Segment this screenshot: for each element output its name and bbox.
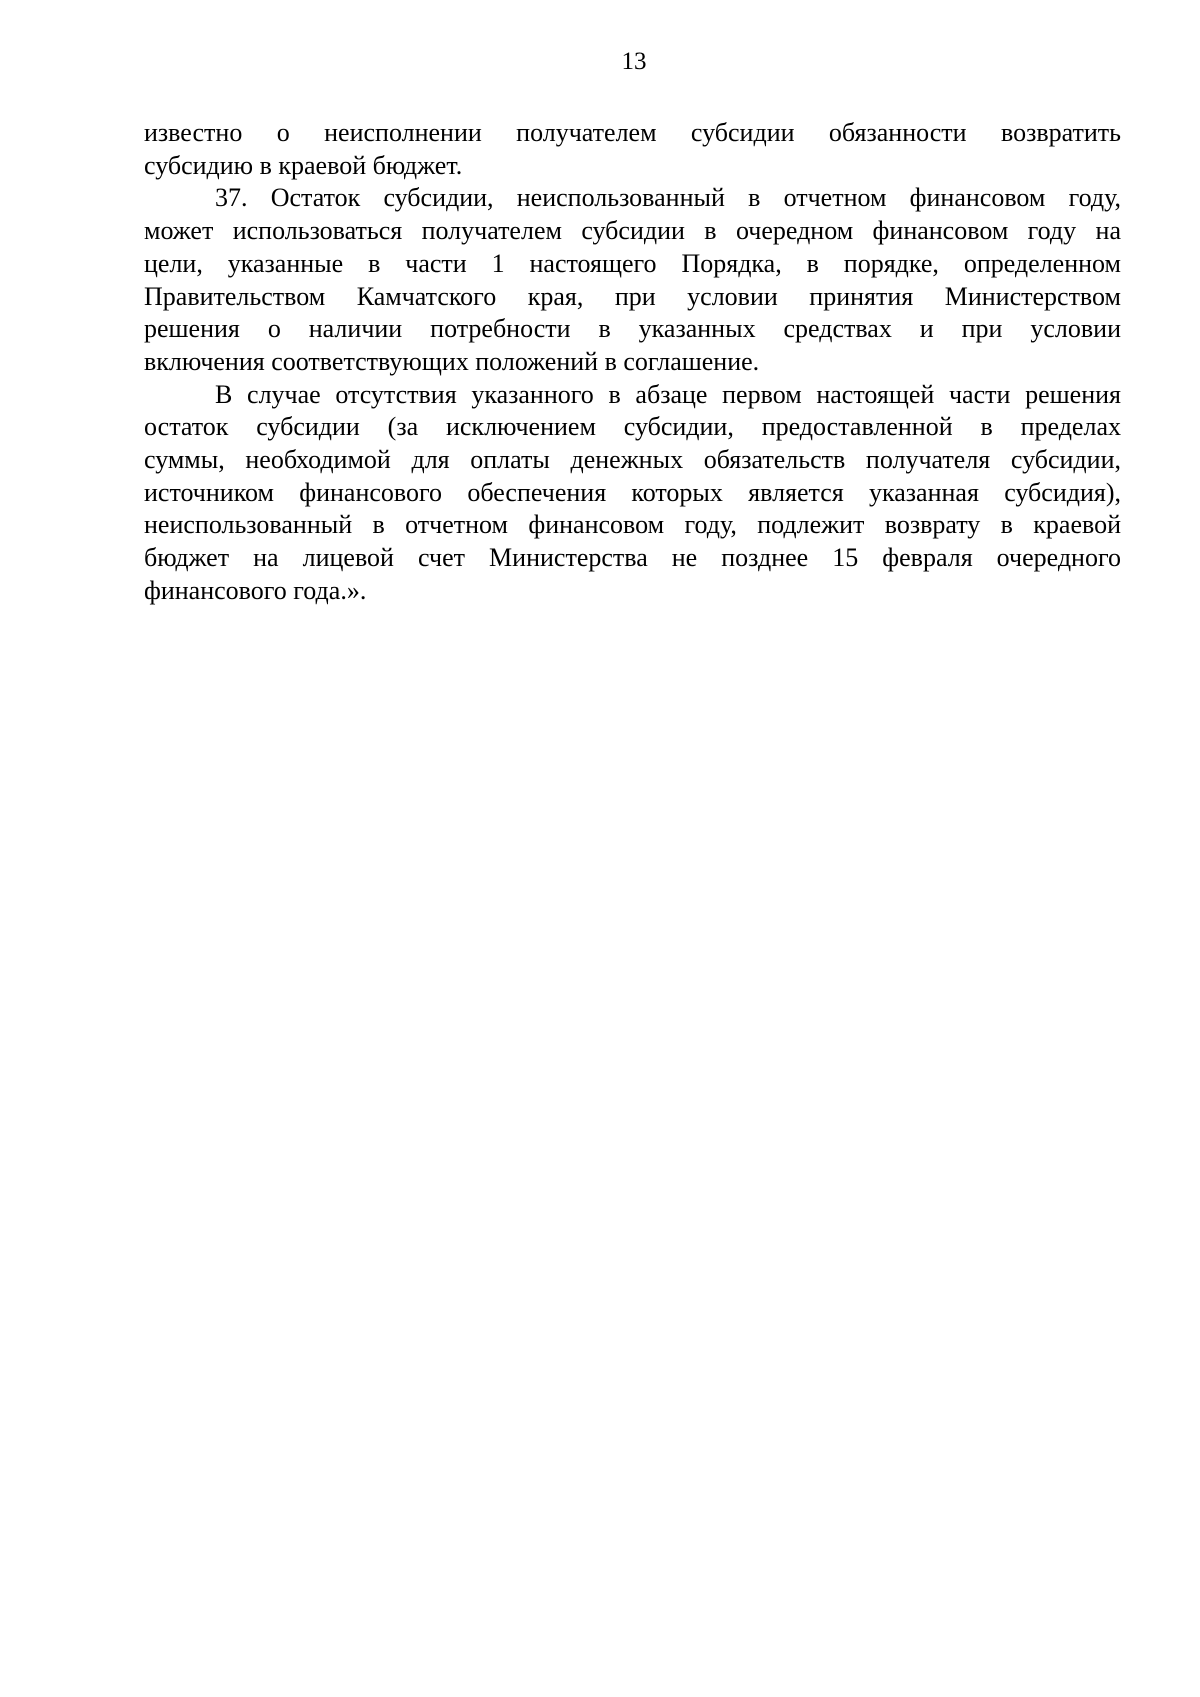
text-line: остаток субсидии (за исключением субсидии, предоставленной в пределах	[144, 412, 1121, 442]
text-line: решения о наличии потребности в указанных средствах и при условии	[144, 314, 1121, 344]
text-line: субсидию в краевой бюджет.	[144, 150, 463, 180]
text-line: известно о неисполнении получателем субсидии обязанности возвратить	[144, 118, 1121, 147]
text-line: финансового года.».	[144, 575, 367, 605]
document-body	[144, 117, 1121, 608]
text-line: включения соответствующих положений в соглашение.	[144, 346, 760, 376]
paragraph-absence-case	[144, 379, 1121, 608]
paragraph-continuation	[144, 117, 1121, 182]
text-line: суммы, необходимой для оплаты денежных обязательств получателя субсидии,	[144, 445, 1121, 475]
text-line: 37. Остаток субсидии, неиспользованный в отчетном финансовом году,	[215, 183, 1121, 213]
text-line: может использоваться получателем субсидии в очередном финансовом году на	[144, 216, 1121, 246]
text-line: цели, указанные в части 1 настоящего Порядка, в порядке, определенном	[144, 248, 1121, 278]
text-line: Правительством Камчатского края, при условии принятия Министерством	[144, 281, 1121, 311]
page-number: 13	[621, 48, 647, 75]
paragraph-item-37	[144, 182, 1121, 378]
text-line: В случае отсутствия указанного в абзаце первом настоящей части решения	[215, 379, 1121, 409]
text-line: неиспользованный в отчетном финансовом году, подлежит возврату в краевой	[144, 510, 1121, 540]
text-line: бюджет на лицевой счет Министерства не позднее 15 февраля очередного	[144, 543, 1121, 573]
text-line: источником финансового обеспечения которых является указанная субсидия),	[144, 477, 1121, 507]
